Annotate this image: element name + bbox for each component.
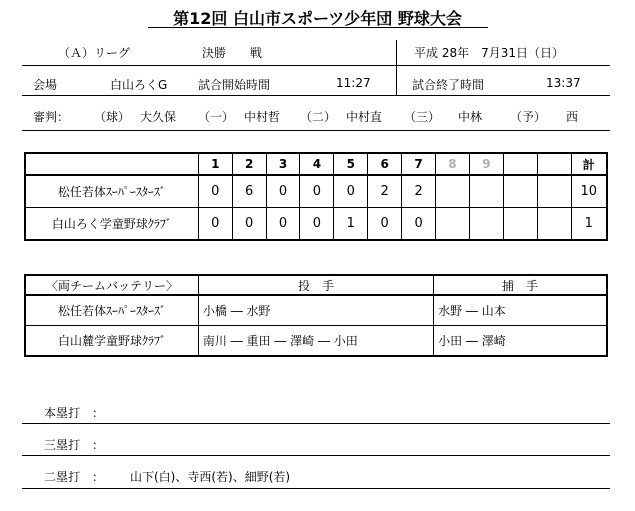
divider [22,65,610,66]
umpire-position: （三） [404,110,441,124]
scoreboard [24,152,608,241]
divider [22,130,610,131]
battery-table [24,274,608,357]
inning-score [537,175,571,208]
end-time: 13:37 [546,76,581,90]
divider [22,488,610,489]
inning-score [503,208,537,241]
inning-score [469,208,503,241]
umpire-name: 中村直 [346,110,383,124]
double-value: 山下(白)、寺西(若)、細野(若) [130,470,291,484]
inning-score [503,175,537,208]
inning-label: 5 [334,153,368,175]
inning-score: 6 [232,175,266,208]
inning-score: 0 [232,208,266,241]
team-header [25,153,198,175]
inning-score: 0 [402,208,436,241]
catchers: 小田 ― 澤崎 [434,326,607,357]
pitchers: 南川 ― 重田 ― 澤崎 ― 小田 [198,326,433,357]
umpire-name: 西 [566,110,579,124]
umpire-name: 中村哲 [244,110,281,124]
divider [22,95,610,96]
inning-score: 0 [300,208,334,241]
inning-score [537,208,571,241]
scoreboard-header [25,153,607,175]
inning-score: 0 [266,208,300,241]
divider [396,40,397,95]
start-time: 11:27 [336,76,371,90]
divider [22,423,610,424]
inning-score [436,208,470,241]
total-score: 10 [571,175,607,208]
end-time-label: 試合終了時間 [412,78,485,92]
umpire-position: （一） [198,110,235,124]
inning-label: 1 [198,153,232,175]
inning-score: 0 [300,175,334,208]
inning-score: 0 [198,208,232,241]
catcher-header: 捕 手 [434,275,607,295]
inning-score: 0 [266,175,300,208]
inning-label: 2 [232,153,266,175]
game-date: 平成 28年 7月31日（日） [414,46,564,60]
umpire-position: （球） [94,110,131,124]
battery-header-label: 〈両チームバッテリー〉 [25,275,198,295]
triple-label: 三塁打 ： [44,438,105,452]
inning-label: 4 [300,153,334,175]
inning-label [537,153,571,175]
umpire-position: （予） [510,110,547,124]
team-score-row [25,175,607,208]
team-name: 白山ろく学童野球ｸﾗﾌﾞ [25,208,198,241]
battery-row [25,295,607,326]
divider [22,455,610,456]
venue-label: 会場 [33,78,58,92]
team-name: 松任若体ｽｰﾊﾟｰｽﾀｰｽﾞ [25,175,198,208]
inning-score: 0 [198,175,232,208]
battery-row [25,326,607,357]
total-score: 1 [571,208,607,241]
umpire-name: 大久保 [140,110,177,124]
team-name: 松任若体ｽｰﾊﾟｰｽﾀｰｽﾞ [25,295,198,326]
inning-label: 3 [266,153,300,175]
venue: 白山ろくG [110,78,168,92]
pitchers: 小橋 ― 水野 [198,295,433,326]
inning-label [503,153,537,175]
inning-label: 9 [469,153,503,175]
double-label: 二塁打 ： [44,470,105,484]
catchers: 水野 ― 山本 [434,295,607,326]
inning-label: 8 [436,153,470,175]
inning-score: 0 [334,175,368,208]
inning-score [436,175,470,208]
page-title: 第12回 白山市スポーツ少年団 野球大会 [173,9,462,28]
inning-score: 1 [334,208,368,241]
inning-label: 6 [368,153,402,175]
league: （Ａ）リーグ [58,46,131,60]
total-label: 計 [571,153,607,175]
umpire-position: （二） [300,110,337,124]
home-run-label: 本塁打 ： [44,406,105,420]
pitcher-header: 投 手 [198,275,433,295]
title-underline [148,27,488,28]
inning-score: 0 [368,208,402,241]
battery-header [25,275,607,295]
umpire-name: 中林 [458,110,483,124]
inning-score: 2 [402,175,436,208]
round: 決勝 戦 [202,46,263,60]
start-time-label: 試合開始時間 [198,78,271,92]
inning-score [469,175,503,208]
team-name: 白山麓学童野球ｸﾗﾌﾞ [25,326,198,357]
inning-label: 7 [402,153,436,175]
inning-score: 2 [368,175,402,208]
umpire-label: 審判： [33,110,70,124]
team-score-row [25,208,607,241]
